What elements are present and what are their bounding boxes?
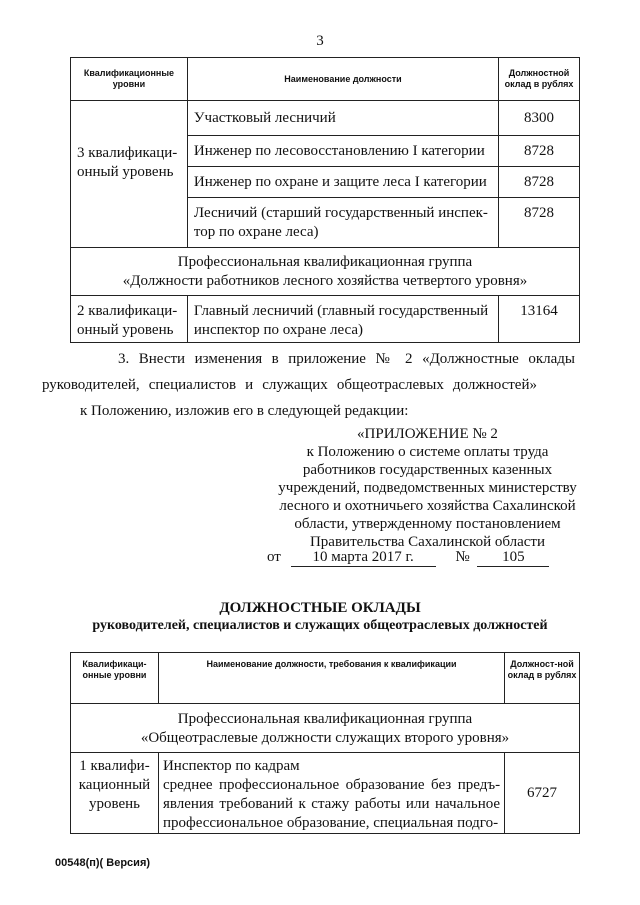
salary-cell: 8728 — [499, 136, 580, 167]
salary-table-1 — [70, 57, 580, 343]
position-cell — [158, 753, 504, 834]
header-salary: Должностной оклад в рублях — [499, 58, 580, 101]
salary-cell: 8728 — [499, 198, 580, 248]
group-row — [71, 248, 580, 296]
page-number: 3 — [316, 33, 324, 49]
paragraph-line: руководителей, специалистов и служащих общеотраслевых должностей» — [42, 377, 537, 393]
doc-title: ДОЛЖНОСТНЫЕ ОКЛАДЫ — [219, 600, 421, 616]
appendix-line: области, утвержденному постановлением — [294, 516, 561, 532]
position-cell: Инженер по охране и защите леса I категории — [187, 167, 498, 198]
level-1-cell: 1 квалифи-кационный уровень — [71, 753, 159, 834]
position-title: Инспектор по кадрам — [162, 758, 300, 774]
header-levels: Квалификаци-онные уровни — [71, 653, 159, 704]
paragraph-line: 3. Внести изменения в приложение № 2 «Должностные оклады — [118, 351, 575, 367]
group-heading — [71, 248, 580, 296]
amendment-paragraph — [42, 346, 575, 424]
position-requirements: среднее профессиональное образование без предъ-явления требований к стажу работы или начальное профессиональное образование, специальная подго- — [162, 777, 501, 831]
footer-code: 00548(п)( Версия) — [55, 857, 151, 869]
header-position: Наименование должности, требования к квалификации — [158, 653, 504, 704]
number-label: № — [455, 549, 470, 565]
level-2-cell: 2 квалификаци-онный уровень — [71, 296, 188, 343]
appendix-title: «ПРИЛОЖЕНИЕ № 2 — [357, 426, 498, 442]
position-cell: Инженер по лесовосстановлению I категории — [187, 136, 498, 167]
table-row — [71, 296, 580, 343]
position-cell: Главный лесничий (главный государственный инспектор по охране леса) — [187, 296, 498, 343]
group-line-2: «Должности работников лесного хозяйства четвертого уровня» — [122, 273, 528, 289]
appendix-line: работников государственных казенных — [302, 462, 553, 478]
header-levels: Квалификационные уровни — [71, 58, 188, 101]
from-label: от — [267, 549, 281, 565]
appendix-line: учреждений, подведомственных министерству — [278, 480, 577, 496]
group-line-1: Профессиональная квалификационная группа — [177, 711, 473, 727]
salary-cell: 8300 — [499, 101, 580, 136]
header-salary: Должност-ной оклад в рублях — [505, 653, 580, 704]
header-position: Наименование должности — [187, 58, 498, 101]
group-line-2: «Общеотраслевые должности служащих второго уровня» — [140, 730, 510, 746]
doc-subtitle: руководителей, специалистов и служащих общеотраслевых должностей — [92, 618, 548, 633]
level-3-cell: 3 квалификаци-онный уровень — [71, 136, 188, 248]
appendix-date-row — [267, 549, 587, 567]
group-heading — [71, 704, 580, 753]
table-row — [71, 101, 580, 136]
position-cell: Участковый лесничий — [187, 101, 498, 136]
table-header-row — [71, 653, 580, 704]
appendix-line: к Положению о системе оплаты труда — [306, 444, 549, 460]
table-header-row — [71, 58, 580, 101]
table-row — [71, 136, 580, 167]
position-cell: Лесничий (старший государственный инспек-тор по охране леса) — [187, 198, 498, 248]
salary-cell: 8728 — [499, 167, 580, 198]
salary-table-2 — [70, 652, 580, 834]
group-line-1: Профессиональная квалификационная группа — [177, 254, 473, 270]
date-field: 10 марта 2017 г. — [291, 549, 436, 567]
number-field: 105 — [477, 549, 549, 567]
salary-cell: 6727 — [505, 753, 580, 834]
paragraph-line: к Положению, изложив его в следующей редакции: — [80, 403, 409, 419]
table-row — [71, 753, 580, 834]
empty-level-cell — [71, 101, 188, 136]
salary-cell: 13164 — [499, 296, 580, 343]
appendix-line: лесного и охотничьего хозяйства Сахалинской — [279, 498, 576, 514]
appendix-line: Правительства Сахалинской области — [309, 534, 546, 550]
group-row — [71, 704, 580, 753]
